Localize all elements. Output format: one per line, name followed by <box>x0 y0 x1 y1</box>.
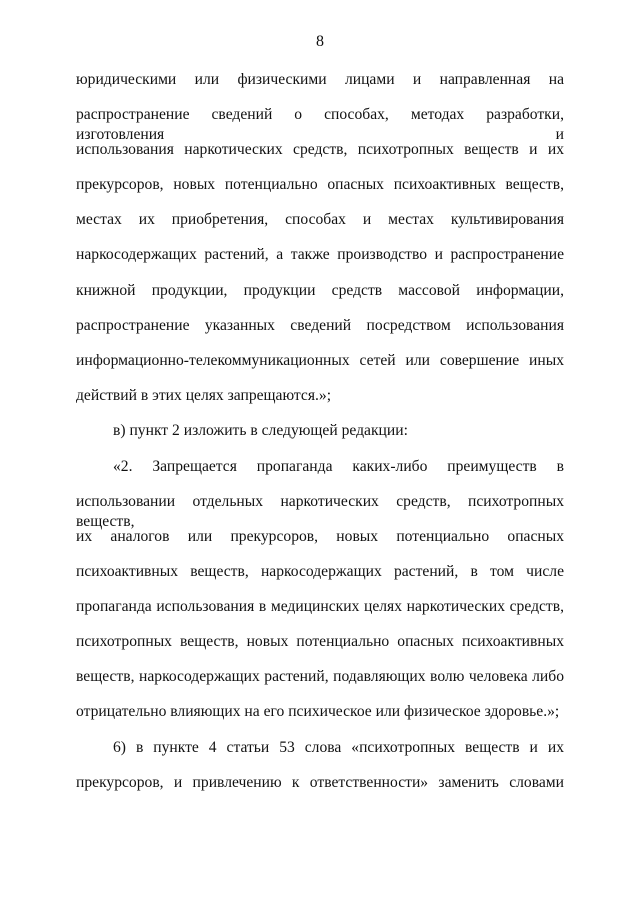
text-line: местах их приобретения, способах и местах культивирования <box>76 211 564 228</box>
text-line: информационно-телекоммуникационных сетей или совершение иных <box>76 352 564 369</box>
text-line: прекурсоров, и привлечению к ответственности» заменить словами <box>76 774 564 791</box>
text-line: их аналогов или прекурсоров, новых потенциально опасных <box>76 528 564 545</box>
text-line: использовании отдельных наркотических средств, психотропных веществ, <box>76 493 564 530</box>
text-line: книжной продукции, продукции средств массовой информации, <box>76 282 564 299</box>
text-line: юридическими или физическими лицами и направленная на <box>76 71 564 88</box>
text-line: прекурсоров, новых потенциально опасных психоактивных веществ, <box>76 176 564 193</box>
text-line: в) пункт 2 изложить в следующей редакции: <box>113 422 408 439</box>
text-line: психоактивных веществ, наркосодержащих растений, в том числе <box>76 563 564 580</box>
text-line: веществ, наркосодержащих растений, подавляющих волю человека либо <box>76 668 564 685</box>
text-line: отрицательно влияющих на его психическое или физическое здоровье.»; <box>76 703 560 720</box>
text-line: использования наркотических средств, психотропных веществ и их <box>76 141 564 158</box>
text-line: распространение указанных сведений посредством использования <box>76 317 564 334</box>
text-line: распространение сведений о способах, методах разработки, изготовления и <box>76 106 564 143</box>
text-line: пропаганда использования в медицинских целях наркотических средств, <box>76 598 564 615</box>
text-line: действий в этих целях запрещаются.»; <box>76 387 332 404</box>
text-line: психотропных веществ, новых потенциально опасных психоактивных <box>76 633 564 650</box>
page-number: 8 <box>316 33 324 50</box>
text-line: «2. Запрещается пропаганда каких-либо преимуществ в <box>113 458 564 475</box>
text-line: наркосодержащих растений, а также производство и распространение <box>76 246 564 263</box>
text-line: 6) в пункте 4 статьи 53 слова «психотропных веществ и их <box>113 739 564 756</box>
